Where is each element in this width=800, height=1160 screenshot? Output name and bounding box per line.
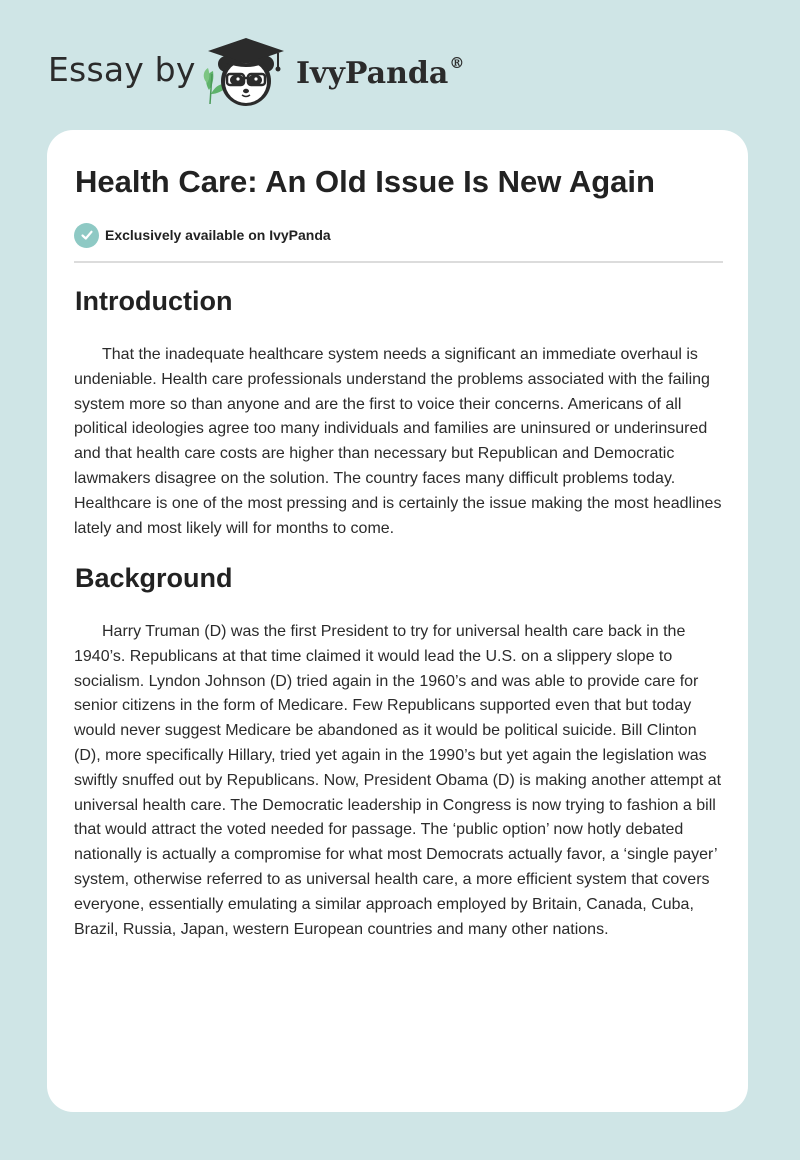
section-heading-introduction: Introduction (75, 286, 233, 316)
title-divider (74, 261, 723, 263)
site-header (0, 0, 800, 125)
section-body-background: Harry Truman (D) was the first President to try for universal health care back in the 1940’s. Republicans at that time claimed it would lead the U.S. on a slippery slope to socialism. Lyndon Johnson (D) tried again in the 1960’s and was able to provide care for senior citizens in the form of Medicare. Few Republicans supported even that but today would never suggest Medicare be abandoned as it would be political suicide. Bill Clinton (D), more specifically Hillary, tried yet again in the 1990’s but yet again the legislation was swiftly snuffed out by Republicans. Now, President Obama (D) is making another attempt at universal health care. The Democratic leadership in Congress is now trying to fashion a bill that would attract the voted needed for passage. The ‘public option’ now hotly debated nationally is actually a compromise for what most Democrats actually favor, a ‘single payer’ system, otherwise referred to as universal health care, a more efficient system that covers everyone, essentially emulating a similar approach employed by Britain, Canada, Cuba, Brazil, Russia, Japan, western European countries and many other nations. (74, 623, 722, 938)
section-body-introduction: That the inadequate healthcare system needs a significant an immediate overhaul is undeniable. Health care professionals understand the problems associated with the failing system more so than anyone and are the first to voice their concerns. Americans of all political ideologies agree too many individuals and families are uninsured or underinsured and that health care costs are higher than necessary but Republican and Democratic lawmakers disagree on the solution. The country faces many difficult problems today. Healthcare is one of the most pressing and is certainly the issue making the most headlines lately and most likely will for months to come. (74, 346, 722, 537)
panda-graduate-icon[interactable] (200, 34, 292, 110)
brand-name[interactable]: IvyPanda® (296, 54, 465, 91)
exclusive-badge (74, 222, 331, 248)
badge-label: Exclusively available on IvyPanda (105, 227, 331, 243)
article-title: Health Care: An Old Issue Is New Again (75, 164, 655, 199)
article-card (47, 130, 748, 1112)
check-icon (74, 223, 99, 248)
registered-mark: ® (449, 54, 465, 72)
brand-prefix: Essay by (48, 50, 196, 89)
section-heading-background: Background (75, 563, 233, 593)
